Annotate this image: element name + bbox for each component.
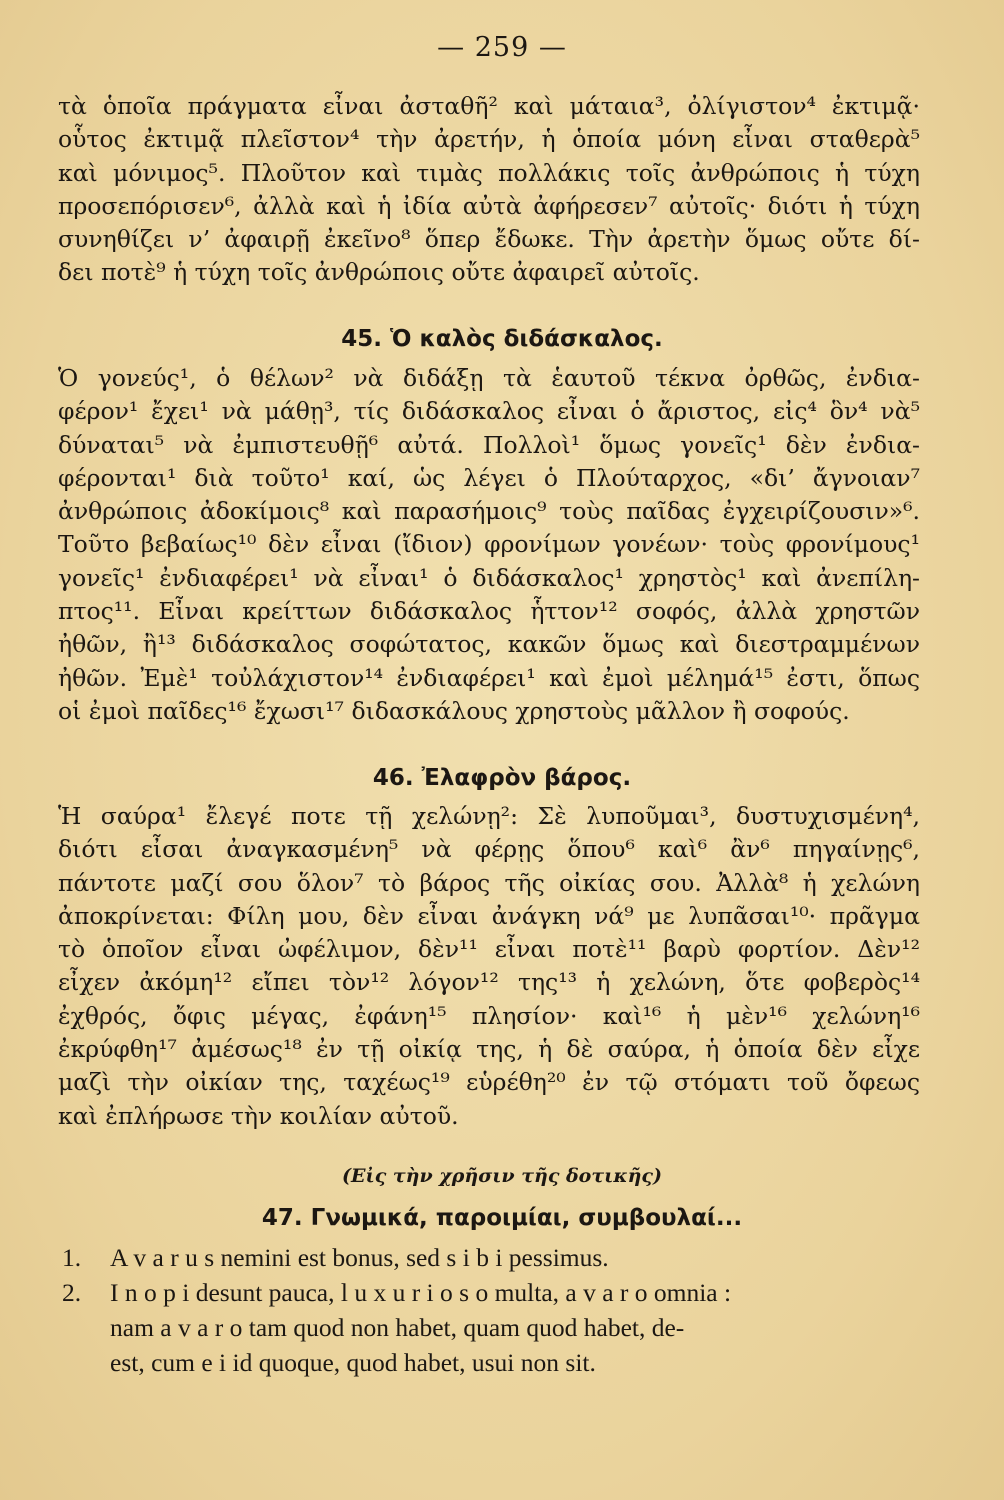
text-line: οὗτος ἐκτιμᾷ πλεῖστον⁴ τὴν ἀρετήν, ἡ ὁποία μόνη εἶναι σταθερὰ⁵	[58, 125, 920, 154]
text-line: τὸ ὁποῖον εἶναι ὠφέλιμον, δὲν¹¹ εἶναι ποτὲ¹¹ βαρὺ φορτίον. Δὲν¹²	[58, 935, 920, 964]
proverb-line: I n o p i desunt pauca, l u x u r i o s o multa, a v a r o omnia :	[110, 1278, 732, 1307]
text-line: ἠθῶν, ἢ¹³ διδάσκαλος σοφώτατος, κακῶν ὅμως καὶ διεστραμμένων	[58, 630, 920, 659]
proverb-line: nam a v a r o tam quod non habet, quam quod habet, de-	[110, 1313, 685, 1342]
text-line: ἠθῶν. Ἐμὲ¹ τοὐλάχιστον¹⁴ ἐνδιαφέρει¹ καὶ ἐμοὶ μέλημά¹⁵ ἐστι, ὅπως	[58, 663, 920, 692]
proverb-number: 2.	[62, 1278, 82, 1307]
text-line: οἱ ἐμοὶ παῖδες¹⁶ ἔχωσι¹⁷ διδασκάλους χρηστοὺς μᾶλλον ἢ σοφούς.	[58, 696, 850, 725]
text-line: διότι εἶσαι ἀναγκασμένη⁵ νὰ φέρῃς ὅπου⁶ καὶ⁶ ἂν⁶ πηγαίνῃς⁶,	[58, 835, 920, 864]
proverb-line: A v a r u s nemini est bonus, sed s i b i pessimus.	[110, 1243, 609, 1272]
proverb-line: est, cum e i id quoque, quod habet, usui non sit.	[110, 1348, 596, 1377]
text-line: ἀποκρίνεται: Φίλη μου, δὲν εἶναι ἀνάγκη νά⁹ με λυπᾶσαι¹⁰· πρᾶγμα	[58, 901, 920, 930]
text-line: ἀνθρώποις ἀδοκίμοις⁸ καὶ παρασήμοις⁹ τοὺς παῖδας ἐγχειρίζουσιν»⁶.	[58, 497, 920, 526]
text-line: εἶχεν ἀκόμη¹² εἴπει τὸν¹² λόγον¹² της¹³ ἡ χελώνη, ὅτε φοβερὸς¹⁴	[58, 968, 920, 997]
section-46-text	[58, 800, 920, 1133]
heading-47: 47. Γνωμικά, παροιμίαι, συμβουλαί...	[261, 1205, 743, 1231]
proverb-number: 1.	[62, 1243, 82, 1272]
text-line: Ὁ γονεύς¹, ὁ θέλων² νὰ διδάξῃ τὰ ἑαυτοῦ τέκνα ὀρθῶς, ἐνδια-	[58, 364, 920, 392]
heading-46: 46. Ἐλαφρὸν βάρος.	[372, 765, 632, 791]
text-line: μαζὶ τὴν οἰκίαν της, ταχέως¹⁹ εὑρέθη²⁰ ἐν τῷ στόματι τοῦ ὄφεως	[58, 1068, 920, 1097]
text-line: ἐκρύφθη¹⁷ ἀμέσως¹⁸ ἐν τῇ οἰκίᾳ της, ἡ δὲ σαύρα, ἡ ὁποία δὲν εἶχε	[58, 1035, 920, 1064]
text-line: συνηθίζει ν’ ἀφαιρῇ ἐκεῖνο⁸ ὅπερ ἔδωκε. Τὴν ἀρετὴν ὅμως οὔτε δί-	[58, 225, 920, 254]
section-45-text	[58, 362, 920, 728]
page-number: — 259 —	[437, 32, 567, 63]
text-line: τὰ ὁποῖα πράγματα εἶναι ἀσταθῆ² καὶ μάταια³, ὀλίγιστον⁴ ἐκτιμᾷ·	[58, 92, 920, 120]
text-line: δύναται⁵ νὰ ἐμπιστευθῇ⁶ αὐτά. Πολλοὶ¹ ὅμως γονεῖς¹ δὲν ἐνδια-	[58, 430, 920, 459]
proverb-item	[62, 1240, 912, 1275]
text-line: φέρονται¹ διὰ τοῦτο¹ καί, ὡς λέγει ὁ Πλούταρχος, «δι’ ἄγνοιαν⁷	[58, 463, 920, 492]
heading-45: 45. Ὁ καλὸς διδάσκαλος.	[341, 326, 663, 352]
proverb-item	[62, 1275, 912, 1310]
text-line: γονεῖς¹ ἐνδιαφέρει¹ νὰ εἶναι¹ ὁ διδάσκαλος¹ χρηστὸς¹ καὶ ἀνεπίλη-	[58, 563, 920, 592]
latin-proverbs	[62, 1240, 912, 1380]
text-line: φέρον¹ ἔχει¹ νὰ μάθῃ³, τίς διδάσκαλος εἶναι ὁ ἄριστος, εἰς⁴ ὃν⁴ νὰ⁵	[58, 397, 920, 426]
text-line: πτος¹¹. Εἶναι κρείττων διδάσκαλος ἧττον¹² σοφός, ἀλλὰ χρηστῶν	[58, 597, 920, 626]
text-line: καὶ ἐπλήρωσε τὴν κοιλίαν αὐτοῦ.	[58, 1101, 459, 1130]
text-line: καὶ μόνιμος⁵. Πλοῦτον καὶ τιμὰς πολλάκις τοῖς ἀνθρώποις ἡ τύχη	[58, 158, 920, 187]
section-44-text	[58, 90, 920, 290]
text-line: Τοῦτο βεβαίως¹⁰ δὲν εἶναι (ἴδιον) φρονίμων γονέων· τοὺς φρονίμους¹	[58, 530, 920, 559]
text-line: ἐχθρός, ὄφις μέγας, ἐφάνη¹⁵ πλησίον· καὶ¹⁶ ἡ μὲν¹⁶ χελώνη¹⁶	[58, 1001, 920, 1030]
text-line: δει ποτὲ⁹ ἡ τύχη τοῖς ἀνθρώποις οὔτε ἀφαιρεῖ αὐτοῖς.	[58, 258, 700, 287]
text-line: πάντοτε μαζί σου ὅλον⁷ τὸ βάρος τῆς οἰκίας σου. Ἀλλὰ⁸ ἡ χελώνη	[58, 868, 920, 897]
text-line: Ἡ σαύρα¹ ἔλεγέ ποτε τῇ χελώνῃ²: Σὲ λυποῦμαι³, δυστυχισμένη⁴,	[58, 802, 920, 830]
text-line: προσεπόρισεν⁶, ἀλλὰ καὶ ἡ ἰδία αὐτὰ ἀφήρεσεν⁷ αὐτοῖς· διότι ἡ τύχη	[58, 191, 920, 220]
grammar-note: (Εἰς τὴν χρῆσιν τῆς δοτικῆς)	[342, 1165, 662, 1187]
